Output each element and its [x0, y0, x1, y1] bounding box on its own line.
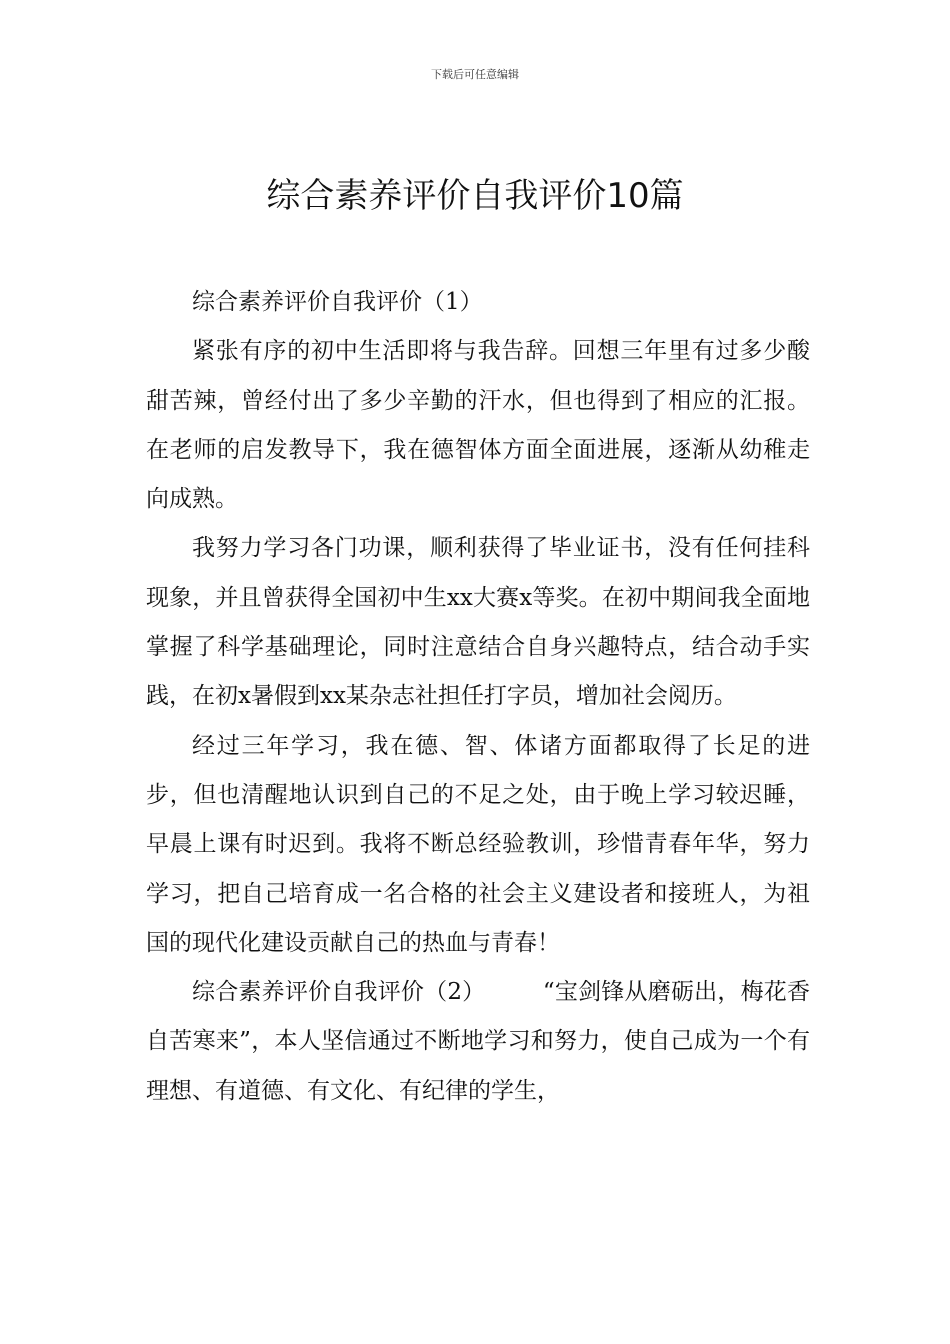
paragraph: 经过三年学习，我在德、智、体诸方面都取得了长足的进步，但也清醒地认识到自己的不足之处，由于晚上学习较迟睡，早晨上课有时迟到。我将不断总经验教训，珍惜青春年华，努力学习，把自己培育成一名合格的社会主义建设者和接班人，为祖国的现代化建设贡献自己的热血与青春！	[146, 732, 810, 956]
paragraph: 我努力学习各门功课，顺利获得了毕业证书，没有任何挂科现象，并且曾获得全国初中生xx大赛x等奖。在初中期间我全面地掌握了科学基础理论，同时注意结合自身兴趣特点，结合动手实践，在初x暑假到xx某杂志社担任打字员，增加社会阅历。	[146, 535, 810, 710]
section-heading-2: 综合素养评价自我评价（2）	[192, 979, 486, 1006]
paragraph: 紧张有序的初中生活即将与我告辞。回想三年里有过多少酸甜苦辣，曾经付出了多少辛勤的汗水，但也得到了相应的汇报。在老师的启发教导下，我在德智体方面全面进展，逐渐从幼稚走向成熟。	[146, 338, 810, 513]
document-body	[146, 278, 810, 1116]
section-2-paragraph	[146, 968, 810, 1116]
header-note: 下载后可任意编辑	[431, 68, 519, 81]
section-heading-1: 综合素养评价自我评价（1）	[192, 289, 483, 315]
document-title: 综合素养评价自我评价10篇	[266, 176, 684, 216]
section-2-text: “宝剑锋从磨砺出，梅花香自苦寒来”，本人坚信通过不断地学习和努力，使自己成为一个有理想、有道德、有文化、有纪律的学生，	[146, 979, 810, 1104]
